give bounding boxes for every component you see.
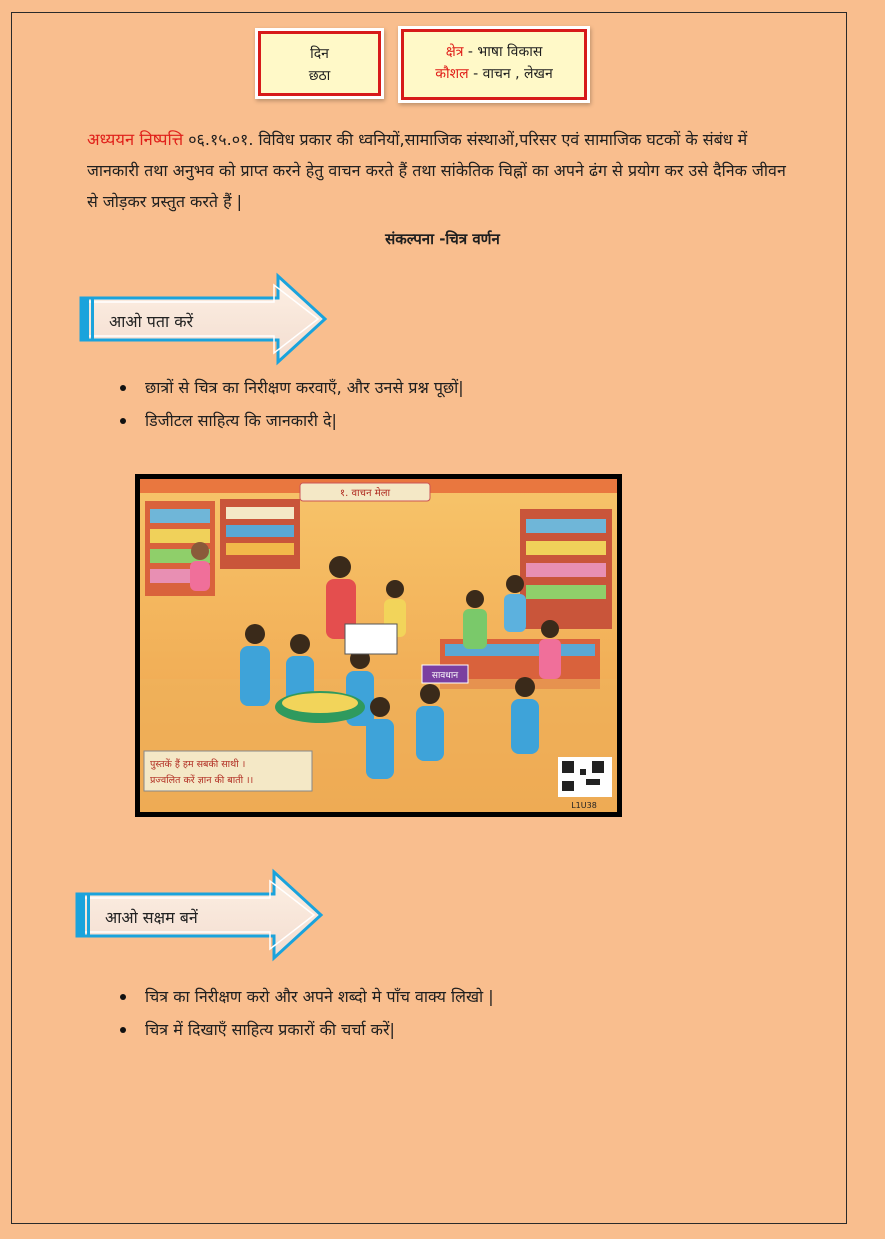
section1-banner <box>78 272 330 366</box>
book-fair-image <box>140 479 617 812</box>
section2-title: आओ सक्षम बनें <box>105 908 198 927</box>
outcome-code: ०६.१५.०१. <box>183 130 254 149</box>
section1-list <box>115 371 464 437</box>
picture-banner-line2: प्रज्वलित करें ज्ञान की बाती ।। <box>150 775 254 786</box>
picture-top-label: १. वाचन मेला <box>339 488 391 499</box>
outcome-text: विविध प्रकार की ध्वनियों,सामाजिक संस्थाओं,परिसर एवं सामाजिक घटकों के संबंध में जानकारी तथा अनुभव को प्राप्त करने हेतु वाचन करते हैं तथा सांकेतिक चिह्नों का अपने ढंग से प्रयोग कर उसे दैनिक जीवन से जोड़कर प्रस्तुत करते हैं | <box>87 130 786 211</box>
list-item: छात्रों से चित्र का निरीक्षण करवाएँ, और उनसे प्रश्न पूछों| <box>115 371 464 404</box>
area-value: - भाषा विकास <box>463 44 543 60</box>
section2-list <box>115 980 494 1046</box>
area-skill-box <box>401 29 587 100</box>
section2-banner <box>74 868 326 962</box>
skill-value: - वाचन , लेखन <box>468 66 553 82</box>
list-item: डिजीटल साहित्य कि जानकारी दे| <box>115 404 464 437</box>
concept-heading: संकल्पना -चित्र वर्णन <box>385 230 500 248</box>
skill-line <box>404 63 584 85</box>
outcome-label: अध्ययन निष्पत्ति <box>87 130 184 149</box>
picture-code: L1U38 <box>571 801 597 810</box>
picture-banner-line1: पुस्तकें हैं हम सबकी साथी । <box>150 759 246 770</box>
day-label: दिन <box>310 46 329 62</box>
day-box <box>258 31 381 96</box>
book-fair-illustration <box>135 474 622 817</box>
list-item: चित्र का निरीक्षण करो और अपने शब्दो मे पाँच वाक्य लिखो | <box>115 980 494 1013</box>
area-key: क्षेत्र <box>445 44 464 60</box>
skill-key: कौशल <box>435 66 469 82</box>
learning-outcome <box>87 124 787 217</box>
section1-title: आओ पता करें <box>109 312 194 331</box>
area-line <box>404 41 584 63</box>
list-item: चित्र में दिखाएँ साहित्य प्रकारों की चर्चा करें| <box>115 1013 494 1046</box>
day-value: छठा <box>308 68 331 84</box>
picture-sign: सावधान <box>431 671 459 681</box>
